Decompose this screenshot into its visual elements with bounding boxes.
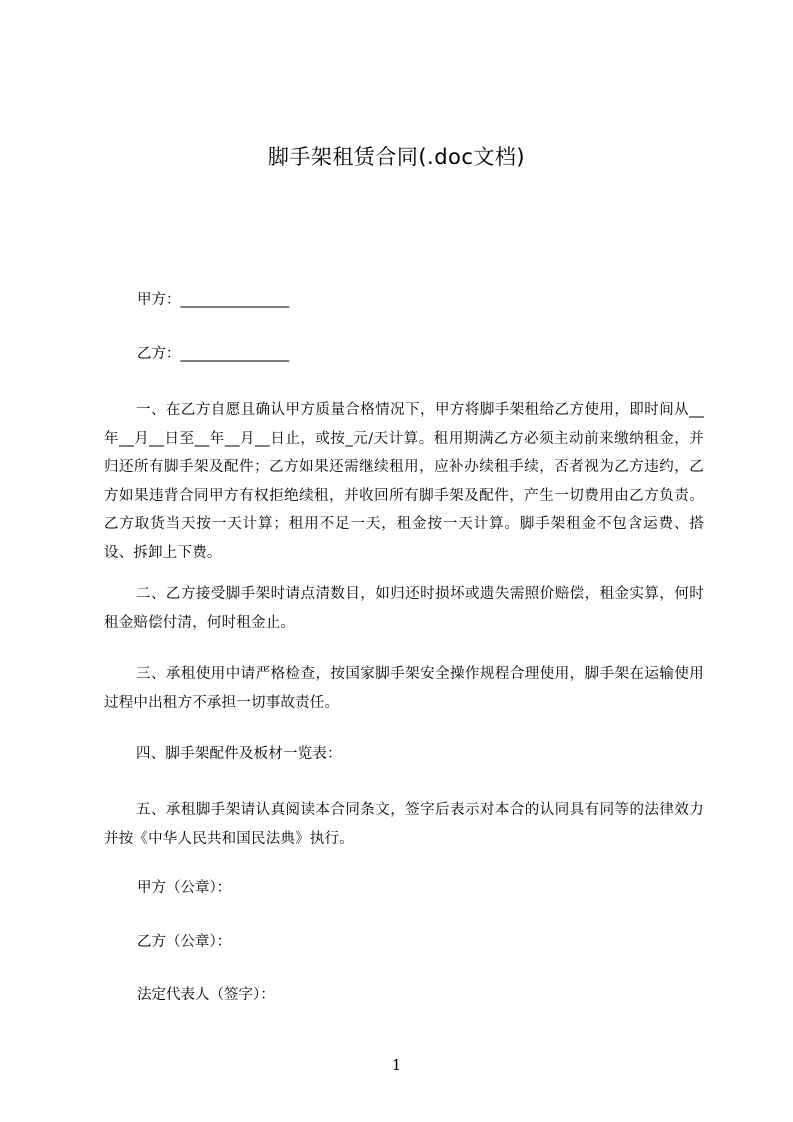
clause-4: 四、脚手架配件及板材一览表： [136,746,342,762]
clause-2: 二、乙方接受脚手架时请点清数目，如归还时损坏或遗失需照价赔偿，租金实算，何时租金赔偿付清，何时租金止。 [104,586,704,631]
party-a-field: 甲方：_______________ [137,292,290,308]
clause-1: 一、在乙方自愿且确认甲方质量合格情况下，甲方将脚手架租给乙方使用，即时间从__年__月__日至__年__月__日止，或按_元/天计算。租用期满乙方必须主动前来缴纳租金，并归还所有脚手架及配件；乙方如果还需继续租用，应补办续租手续，否者视为乙方违约，乙方如果违背合同甲方有权拒绝续租，并收回所有脚手架及配件，产生一切费用由乙方负责。乙方取货当天按一天计算；租用不足一天，租金按一天计算。脚手架租金不包含运费、搭设、拆卸上下费。 [104,402,704,561]
document-title: 脚手架租赁合同(.doc文档) [267,145,526,169]
page-number: 1 [391,1056,402,1074]
clause-5: 五、承租脚手架请认真阅读本合同条文，签字后表示对本合的认同具有同等的法律效力并按《中华人民共和国民法典》执行。 [104,802,704,847]
signature-party-a: 甲方（公章）： [137,880,232,896]
clause-3: 三、承租使用中请严格检查，按国家脚手架安全操作规程合理使用，脚手架在运输使用过程中出租方不承担一切事故责任。 [104,666,704,711]
signature-legal-representative: 法定代表人（签字）： [137,987,275,1003]
party-b-field: 乙方：_______________ [137,346,290,362]
signature-party-b: 乙方（公章）： [137,934,232,950]
